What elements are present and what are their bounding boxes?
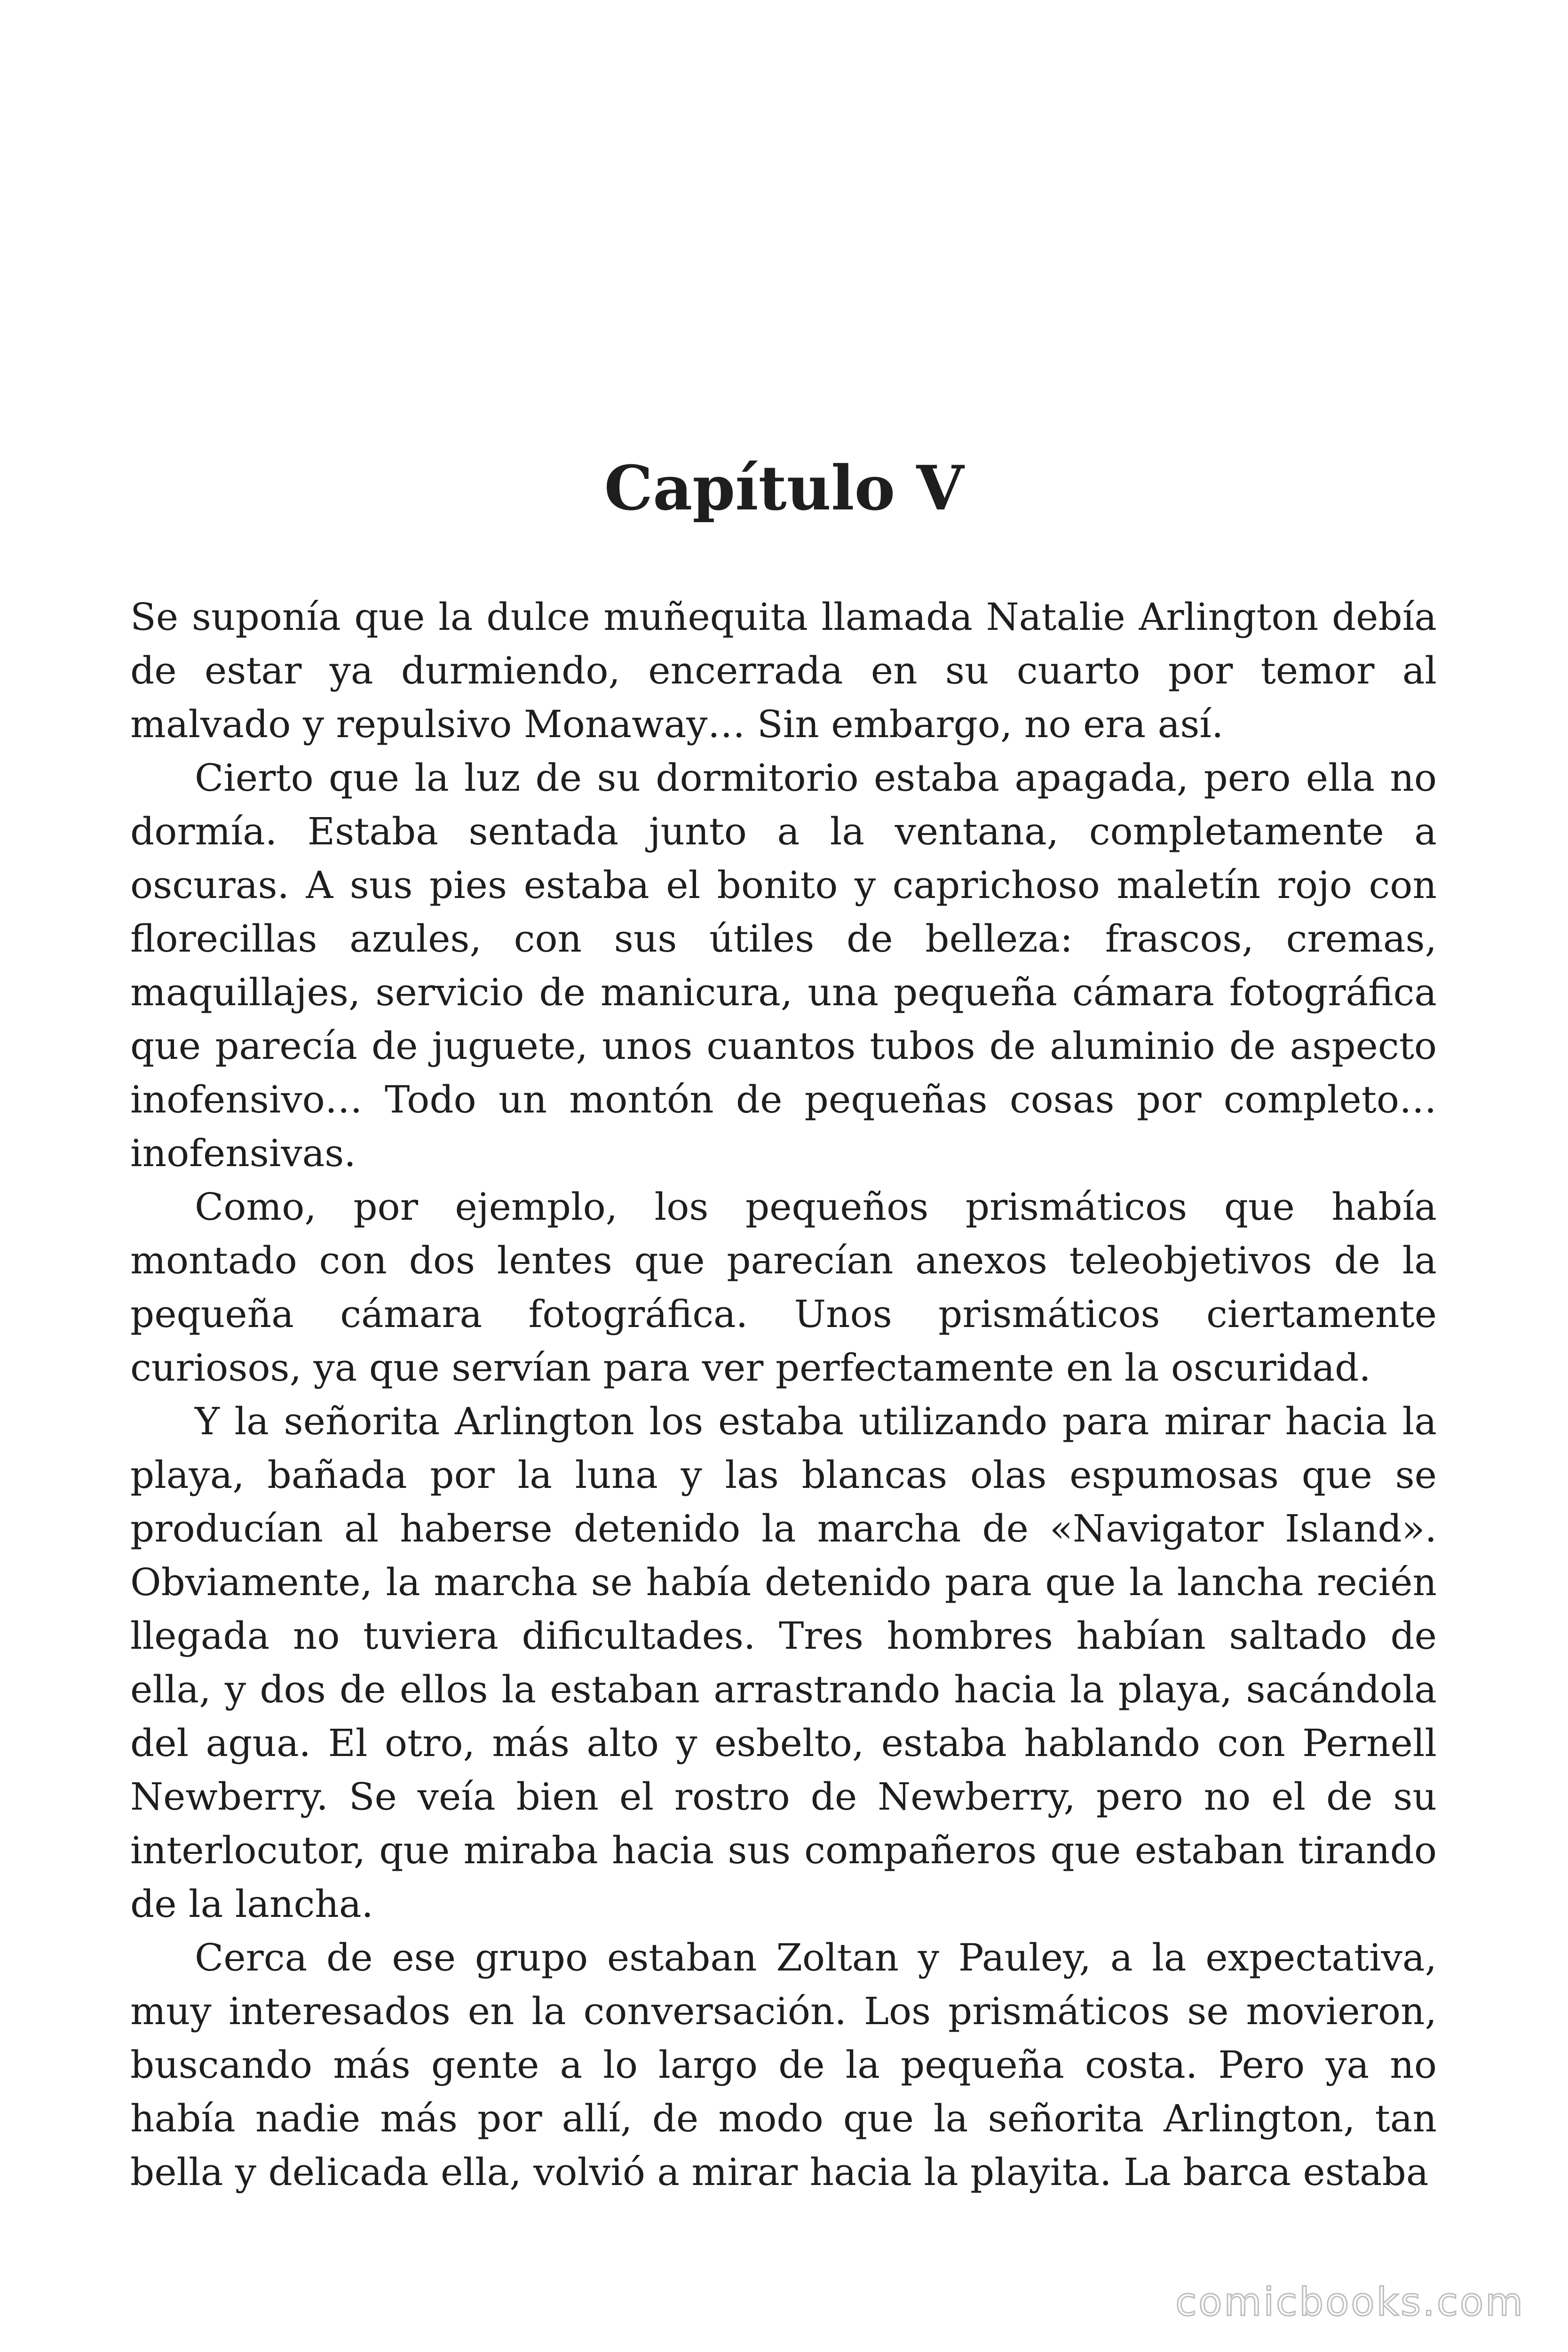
paragraph-5: Cerca de ese grupo estaban Zoltan y Pauley, a la expectativa, muy interesados en la conversación. Los prismáticos se movieron, buscando más gente a lo largo de la pequeña costa. Pero ya no había nadie más por allí, de modo que la señorita Arlington, tan bella y delicada ella, volvió a mirar hacia la playita. La barca estaba: [130, 1936, 1437, 2194]
paragraph-2: Cierto que la luz de su dormitorio estaba apagada, pero ella no dormía. Estaba sentada junto a la ventana, completamente a oscuras. A sus pies estaba el bonito y caprichoso maletín rojo con florecillas azules, con sus útiles de belleza: frascos, cremas, maquillajes, servicio de manicura, una pequeña cámara fotográfica que parecía de juguete, unos cuantos tubos de aluminio de aspecto inofensivo… Todo un montón de pequeñas cosas por completo… inofensivas.: [130, 756, 1437, 1175]
paragraph-4: Y la señorita Arlington los estaba utilizando para mirar hacia la playa, bañada por la luna y las blancas olas espumosas que se producían al haberse detenido la marcha de «Navigator Island». Obviamente, la marcha se había detenido para que la lancha recién llegada no tuviera dificultades. Tres hombres habían saltado de ella, y dos de ellos la estaban arrastrando hacia la playa, sacándola del agua. El otro, más alto y esbelto, estaba hablando con Pernell Newberry. Se veía bien el rostro de Newberry, pero no el de su interlocutor, que miraba hacia sus compañeros que estaban tirando de la lancha.: [130, 1399, 1437, 1926]
watermark-logo: comicbooks.com: [1175, 2280, 1525, 2325]
chapter-title: Capítulo V: [604, 452, 964, 524]
chapter-body: [130, 590, 1437, 2199]
paragraph-3: Como, por ejemplo, los pequeños prismáticos que había montado con dos lentes que parecían anexos teleobjetivos de la pequeña cámara fotográfica. Unos prismáticos ciertamente curiosos, ya que servían para ver perfectamente en la oscuridad.: [130, 1185, 1437, 1390]
paragraph-1: Se suponía que la dulce muñequita llamada Natalie Arlington debía de estar ya durmiendo, encerrada en su cuarto por temor al malvado y repulsivo Monaway… Sin embargo, no era así.: [130, 595, 1437, 746]
